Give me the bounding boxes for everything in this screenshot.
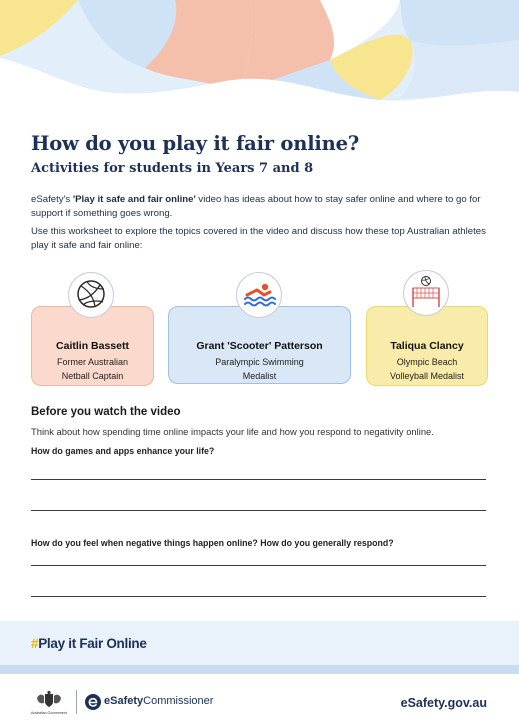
logo-divider: [76, 690, 77, 714]
athlete-role-line: Paralympic Swimming: [215, 357, 304, 367]
government-label: Australian Government: [31, 711, 67, 715]
campaign-hashtag: [31, 636, 147, 651]
athlete-role-line: Netball Captain: [61, 371, 124, 381]
volleyball-net-icon: [403, 270, 449, 316]
athlete-role: [36, 355, 149, 383]
question-1: How do games and apps enhance your life?: [31, 446, 215, 456]
athlete-role-line: Medalist: [242, 371, 277, 381]
answer-line[interactable]: [31, 479, 486, 480]
athlete-role-line: Former Australian: [56, 357, 129, 367]
answer-line[interactable]: [31, 510, 486, 511]
netball-icon: [68, 272, 114, 318]
hashtag-text: Play it Fair Online: [38, 636, 147, 651]
athlete-name: Caitlin Bassett: [56, 340, 129, 352]
swimmer-icon: [236, 272, 282, 318]
intro-paragraph-2: Use this worksheet to explore the topics covered in the video and discuss how these top Australian athletes play it safe and fair online:: [31, 226, 486, 251]
athlete-role: [371, 355, 483, 383]
question-2: How do you feel when negative things happen online? How do you generally respond?: [31, 538, 394, 548]
answer-line[interactable]: [31, 596, 486, 597]
section-instructions: Think about how spending time online impacts your life and how you respond to negativity online.: [31, 426, 434, 437]
page-title: How do you play it fair online?: [31, 132, 360, 155]
athlete-role-line: Volleyball Medalist: [389, 371, 465, 381]
athlete-role-line: Olympic Beach: [396, 357, 458, 367]
athlete-card-taliqua-clancy: [366, 306, 488, 386]
intro-text: video has ideas about how to stay safer online and where to go for support if something goes wrong.: [31, 194, 481, 219]
website-url[interactable]: eSafety.gov.au: [400, 696, 487, 710]
video-title: 'Play it safe and fair online': [72, 194, 196, 205]
header-artwork: [0, 0, 519, 120]
wordmark-bold: eSafety: [104, 695, 144, 707]
hash-symbol: #: [31, 636, 39, 651]
athlete-name: Taliqua Clancy: [390, 340, 464, 352]
footer-stripe: [0, 665, 519, 674]
page-subtitle: Activities for students in Years 7 and 8: [31, 161, 314, 176]
coat-of-arms-icon: [31, 690, 67, 710]
answer-line[interactable]: [31, 565, 486, 566]
athlete-card-caitlin-bassett: [31, 306, 154, 386]
esafety-commissioner-wordmark: [104, 695, 213, 707]
athlete-name: Grant 'Scooter' Patterson: [196, 340, 323, 352]
esafety-logo-icon: [85, 694, 101, 710]
intro-paragraph-1: [31, 193, 493, 221]
section-heading: Before you watch the video: [31, 406, 181, 418]
intro-text: eSafety's: [31, 194, 73, 205]
athlete-role: [173, 355, 346, 383]
wordmark-regular: Commissioner: [143, 695, 214, 707]
